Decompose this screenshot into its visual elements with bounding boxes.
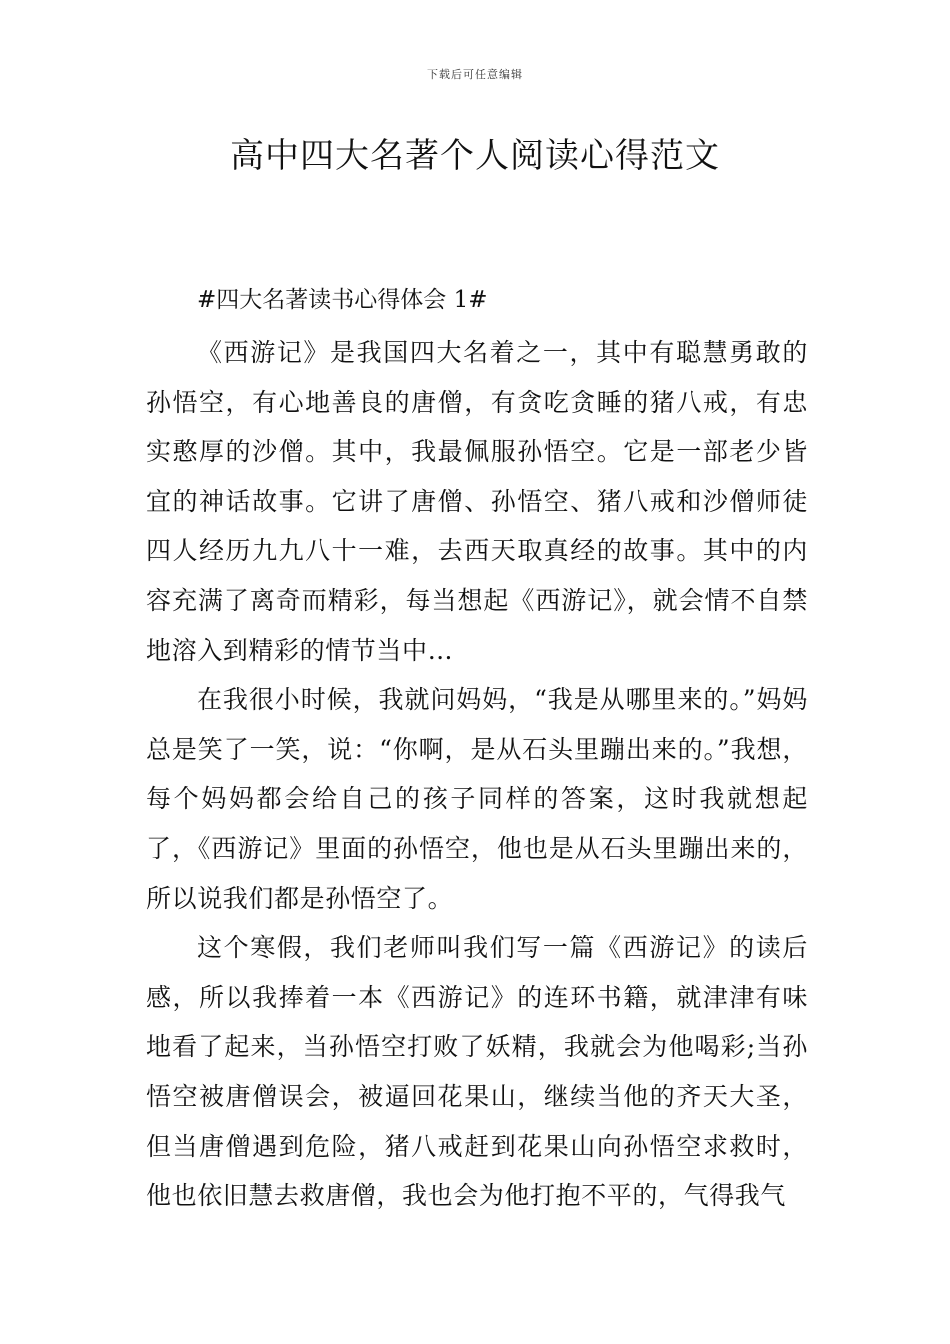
document-body: [146, 328, 808, 1221]
paragraph: 《西游记》是我国四大名着之一，其中有聪慧勇敢的孙悟空，有心地善良的唐僧，有贪吃贪睡的猪八戒，有忠实憨厚的沙僧。其中，我最佩服孙悟空。它是一部老少皆宜的神话故事。它讲了唐僧、孙悟空、猪八戒和沙僧师徒四人经历九九八十一难，去西天取真经的故事。其中的内容充满了离奇而精彩，每当想起《西游记》，就会情不自禁地溶入到精彩的情节当中…: [146, 338, 808, 665]
section-heading: #四大名著读书心得体会 1#: [197, 287, 488, 313]
document-title: 高中四大名著个人阅读心得范文: [230, 136, 720, 176]
paragraph: 这个寒假，我们老师叫我们写一篇《西游记》的读后感，所以我捧着一本《西游记》的连环书籍，就津津有味地看了起来，当孙悟空打败了妖精，我就会为他喝彩;当孙悟空被唐僧误会，被逼回花果山，继续当他的齐天大圣，但当唐僧遇到危险，猪八戒赶到花果山向孙悟空求救时，他也依旧慧去救唐僧，我也会为他打抱不平的，气得我气: [146, 933, 808, 1211]
header-note: 下载后可任意编辑: [427, 68, 523, 81]
paragraph: 在我很小时候，我就问妈妈，“我是从哪里来的。”妈妈总是笑了一笑，说：“你啊，是从石头里蹦出来的。”我想，每个妈妈都会给自己的孩子同样的答案，这时我就想起了，《西游记》里面的孙悟空，他也是从石头里蹦出来的，所以说我们都是孙悟空了。: [146, 685, 808, 913]
